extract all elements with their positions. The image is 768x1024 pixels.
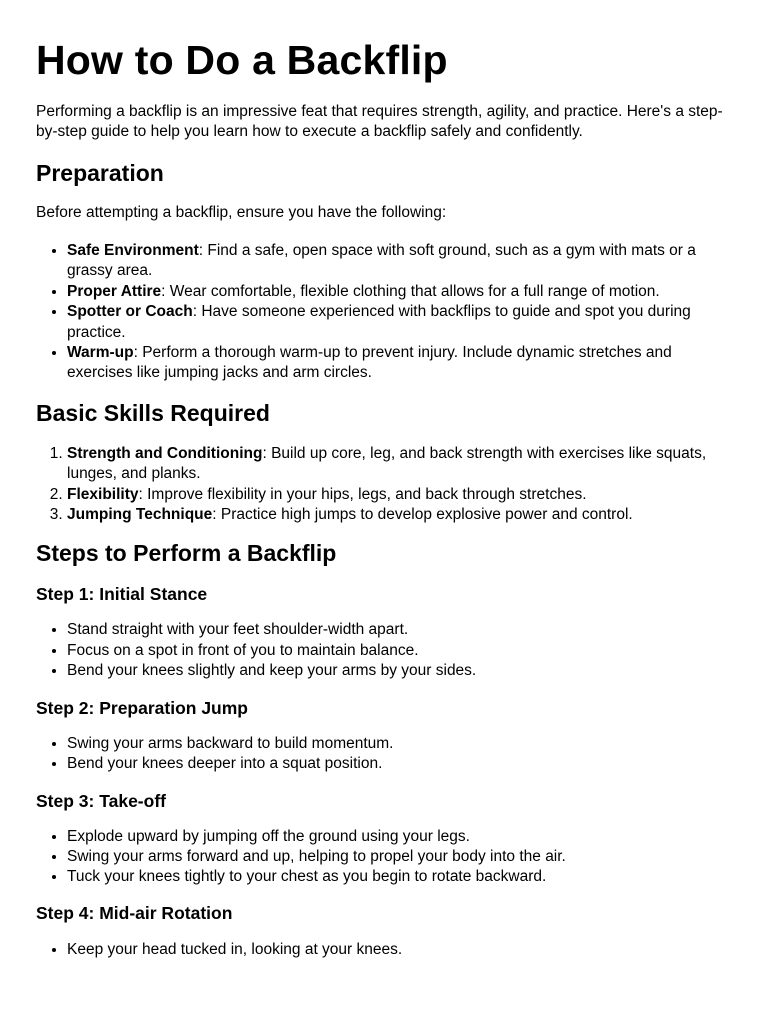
item-term: Proper Attire (67, 282, 162, 300)
step-list (36, 940, 732, 960)
step-heading: Step 3: Take-off (36, 790, 166, 811)
list-item (67, 485, 732, 505)
list-item (67, 505, 732, 525)
item-term: Flexibility (67, 485, 139, 503)
item-text: : Build up core, leg, and back strength with exercises like squats, lunges, and planks. (67, 444, 707, 483)
section-heading-skills: Basic Skills Required (36, 399, 270, 426)
section-heading-preparation: Preparation (36, 160, 164, 186)
section-heading-steps: Steps to Perform a Backflip (36, 540, 337, 567)
list-item: • Stand straight with your feet shoulder-width apart. (67, 620, 732, 640)
item-text: : Perform a thorough warm-up to prevent injury. Include dynamic stretches and exercises like jumping jacks and arm circles. (67, 344, 672, 382)
item-term: Jumping Technique (67, 506, 213, 524)
preparation-list (36, 241, 732, 384)
list-item: • Explode upward by jumping off the ground using your legs. (67, 827, 732, 847)
item-text: : Have someone experienced with backflips to guide and spot you during practice. (67, 303, 691, 341)
list-item (67, 282, 732, 302)
list-item (67, 343, 732, 384)
list-item: • Bend your knees deeper into a squat position. (67, 754, 732, 774)
step-heading: Step 2: Preparation Jump (36, 697, 248, 718)
list-item: • Keep your head tucked in, looking at your knees. (67, 940, 732, 960)
item-term: Safe Environment (67, 242, 199, 259)
page-title: How to Do a Backflip (36, 37, 448, 83)
list-item (67, 241, 732, 282)
list-item: • Tuck your knees tightly to your chest as you begin to rotate backward. (67, 867, 732, 887)
preparation-lead: Before attempting a backflip, ensure you have the following: (36, 204, 447, 221)
list-item (67, 444, 732, 485)
step-list (36, 827, 732, 888)
skills-list (36, 444, 732, 526)
item-term: Warm-up (67, 344, 134, 362)
intro-paragraph: Performing a backflip is an impressive feat that requires strength, agility, and practice. Here's a step-by-step guide to help you learn how to execute a backflip safely and confidently. (36, 103, 723, 140)
item-text: : Find a safe, open space with soft ground, such as a gym with mats or a grassy area. (67, 242, 696, 280)
list-item: • Swing your arms backward to build momentum. (67, 734, 732, 754)
list-item: • Swing your arms forward and up, helping to propel your body into the air. (67, 847, 732, 867)
item-text: : Practice high jumps to develop explosive power and control. (212, 506, 633, 524)
item-text: : Improve flexibility in your hips, legs, and back through stretches. (138, 485, 587, 503)
list-item: • Focus on a spot in front of you to maintain balance. (67, 641, 732, 661)
step-list (36, 620, 732, 681)
list-item (67, 302, 732, 343)
item-term: Strength and Conditioning (67, 444, 263, 462)
step-heading: Step 4: Mid-air Rotation (36, 902, 233, 923)
step-list (36, 734, 732, 775)
list-item: • Bend your knees slightly and keep your arms by your sides. (67, 661, 732, 681)
step-heading: Step 1: Initial Stance (36, 584, 208, 605)
item-term: Spotter or Coach (67, 303, 193, 321)
item-text: : Wear comfortable, flexible clothing that allows for a full range of motion. (161, 282, 660, 300)
